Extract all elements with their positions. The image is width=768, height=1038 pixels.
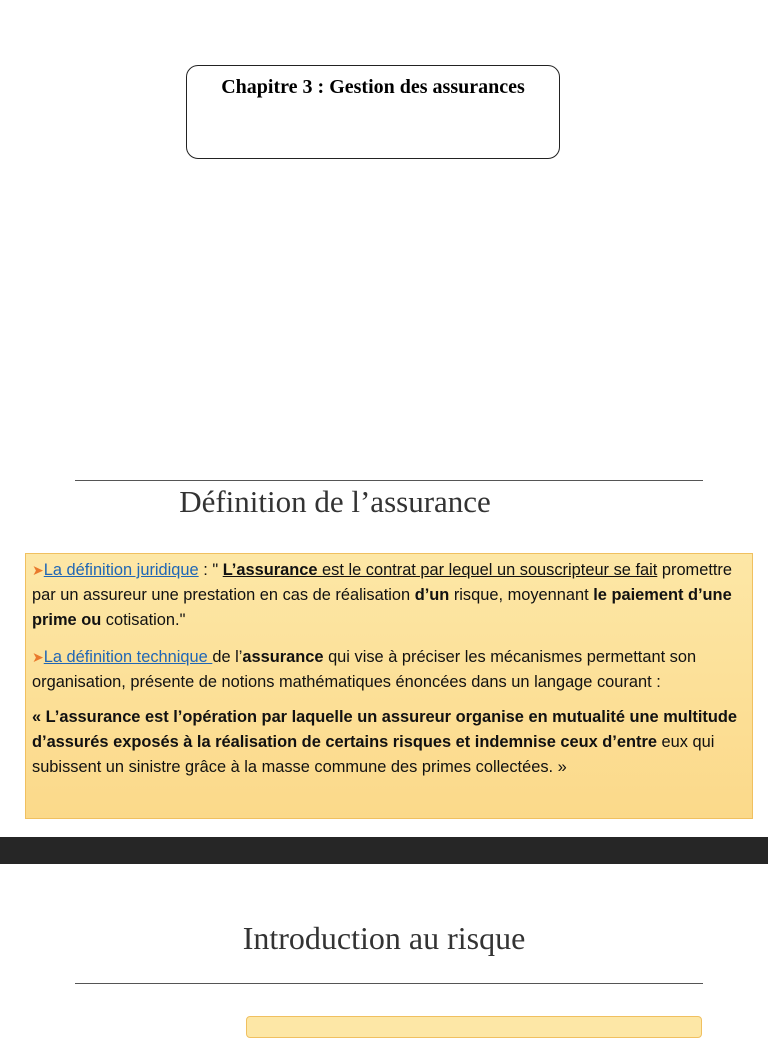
juridique-paragraph: ➤La définition juridique : " L’assurance est le contrat par lequel un souscripteur se fait promettre par un assureur une prestation en cas de réalisation d’un risque, moyennant le paiement d’une prime ou cotisation."	[32, 561, 733, 629]
page-separator-band	[0, 837, 768, 864]
arrow-bullet-icon: ➤	[32, 649, 44, 665]
technique-paragraph: ➤La définition technique de l’assurance qui vise à préciser les mécanismes permettant son organisation, présente de notions mathématiques énoncées dans un langage courant :	[32, 648, 697, 691]
section-divider-top	[75, 480, 703, 481]
section-divider-bottom	[75, 983, 703, 984]
juridique-link[interactable]: La définition juridique	[43, 561, 199, 579]
definition-box	[25, 553, 753, 819]
intro-heading: Introduction au risque	[242, 920, 526, 956]
definition-heading: Définition de l’assurance	[179, 484, 491, 519]
chapter-title: Chapitre 3 : Gestion des assurances	[221, 76, 525, 98]
chapter-title-box	[186, 65, 560, 159]
arrow-bullet-icon: ➤	[32, 562, 44, 578]
definition-quote: « L’assurance est l’opération par laquelle un assureur organise en mutualité une multitude d’assurés exposés à la réalisation de certains risques et indemnise ceux d’entre eux qui subissent un sinistre grâce à la masse commune des primes collectées. »	[32, 708, 737, 776]
next-content-box	[246, 1016, 702, 1038]
assurance-term: L’assurance	[222, 561, 318, 579]
technique-link[interactable]: La définition technique	[43, 648, 213, 666]
